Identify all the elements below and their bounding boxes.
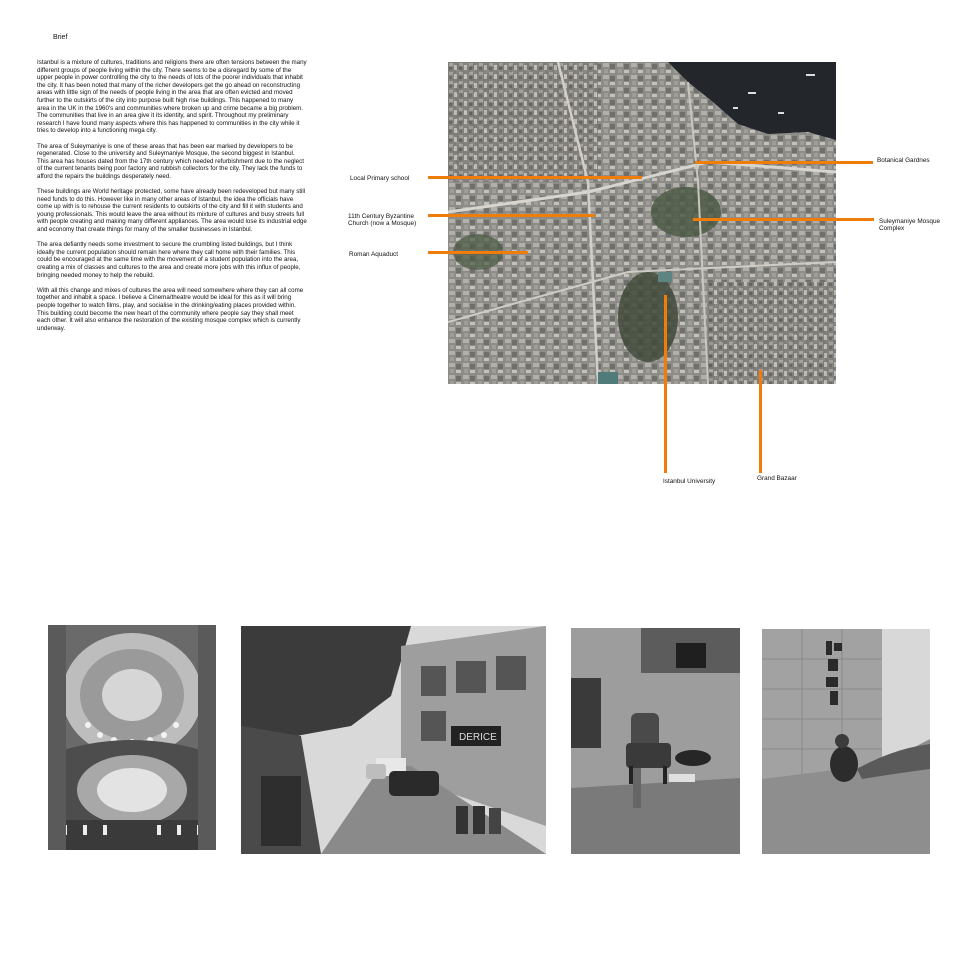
brief-paragraph: The area defiantly needs some investment to secure the crumbling listed buildings, but I think ideally the current population should remain here where they call home with their families. This could be encouraged at the same time with the movement of a student population into the area, creating a mix of classes and cultures to the area and create more jobs with this influx of people, bringing needed money to help the rebuild. <box>37 241 301 279</box>
label-suleymaniye-mosque-complex: Suleymaniye Mosque Complex <box>879 218 941 233</box>
brief-body <box>37 59 307 340</box>
brief-paragraph: These buildings are World heritage protected, some have already been redeveloped but many still need funds to do this. However like in many other areas of Istanbul, the idea the officials have come up with is to rehouse the current residents to outskirts of the city and fill it with students and young professionals. This would leave the area without its mixture of cultures and busy streets full with people creating and making many different appliances. The area would lose its industrial edge and economy that create things for many of the smaller businesses in Istanbul. <box>37 188 307 234</box>
svg-text:DERICE: DERICE <box>459 732 497 743</box>
photo-graffiti-wall <box>762 629 930 854</box>
brief-paragraph: The area of Suleymaniye is one of these areas that has been ear marked by developers to be regenerated. Close to the university and Suleymaniye Mosque, the second biggest in Istanbul. This area has houses dated from the 17th century which needed refurbishment due to the neglect of the current tenants being poor factory and rubbish collectors for the city. They lack the funds to afford the repairs the buildings desperately need. <box>37 142 304 180</box>
leader-line-istanbul-university <box>664 295 667 473</box>
brief-paragraph: With all this change and mixes of cultures the area will need somewhere where they can all come together and inhabit a space. I believe a Cinema/theatre would be ideal for this as it will bring people together to watch films, play, and socialise in the drinking/eating places provided within. This building could become the new heart of the community where people say they shall meet each other. It will also enhance the restoration of the existing mosque complex which is currently underway. <box>37 286 304 332</box>
leader-line-mosque-complex <box>693 218 874 221</box>
leader-line-byzantine-church <box>428 214 595 217</box>
leader-line-grand-bazaar <box>759 370 762 473</box>
brief-title: Brief <box>53 34 68 41</box>
leader-line-botanical-gardens <box>695 161 873 164</box>
label-byzantine-church: 11th Century Byzantine Church (now a Mosque) <box>348 213 417 228</box>
label-grand-bazaar: Grand Bazaar <box>757 475 797 482</box>
photo-street-scene <box>241 626 546 854</box>
photo-mosque-interior <box>48 625 216 850</box>
label-istanbul-university: Istanbul University <box>663 478 716 485</box>
label-local-primary-school: Local Primary school <box>350 175 410 182</box>
leader-line-local-school <box>428 176 642 179</box>
brief-paragraph: Istanbul is a mixture of cultures, traditions and religions there are often tensions between the many different groups of people living within the city. There seems to be a disregard by some of the upper people in power controlling the city to the needs of lots of the poorer individuals that inhabit the city. It has been noted that many of the richer developers get the go ahead on reconstructing areas with little sign of the needs of people living in the area that are often evicted and moved further to the outskirts of the city into purpose built high rise buildings. This happened to many area in the UK in the 1960's and communities where broken up and crime became a big problem. The communities that live in an area give it its identity, and spirit. Throughout my preliminary research I have found many aspects where this has happened to communities in the city while it tries to develop into a functioning mega city. <box>37 59 307 135</box>
photo-armchair-wall <box>571 628 740 854</box>
label-botanical-gardens: Botanical Gardnes <box>877 157 930 164</box>
label-roman-aqueduct: Roman Aquaduct <box>349 251 399 258</box>
aerial-map-image <box>448 62 836 384</box>
leader-line-roman-aqueduct <box>428 251 528 254</box>
